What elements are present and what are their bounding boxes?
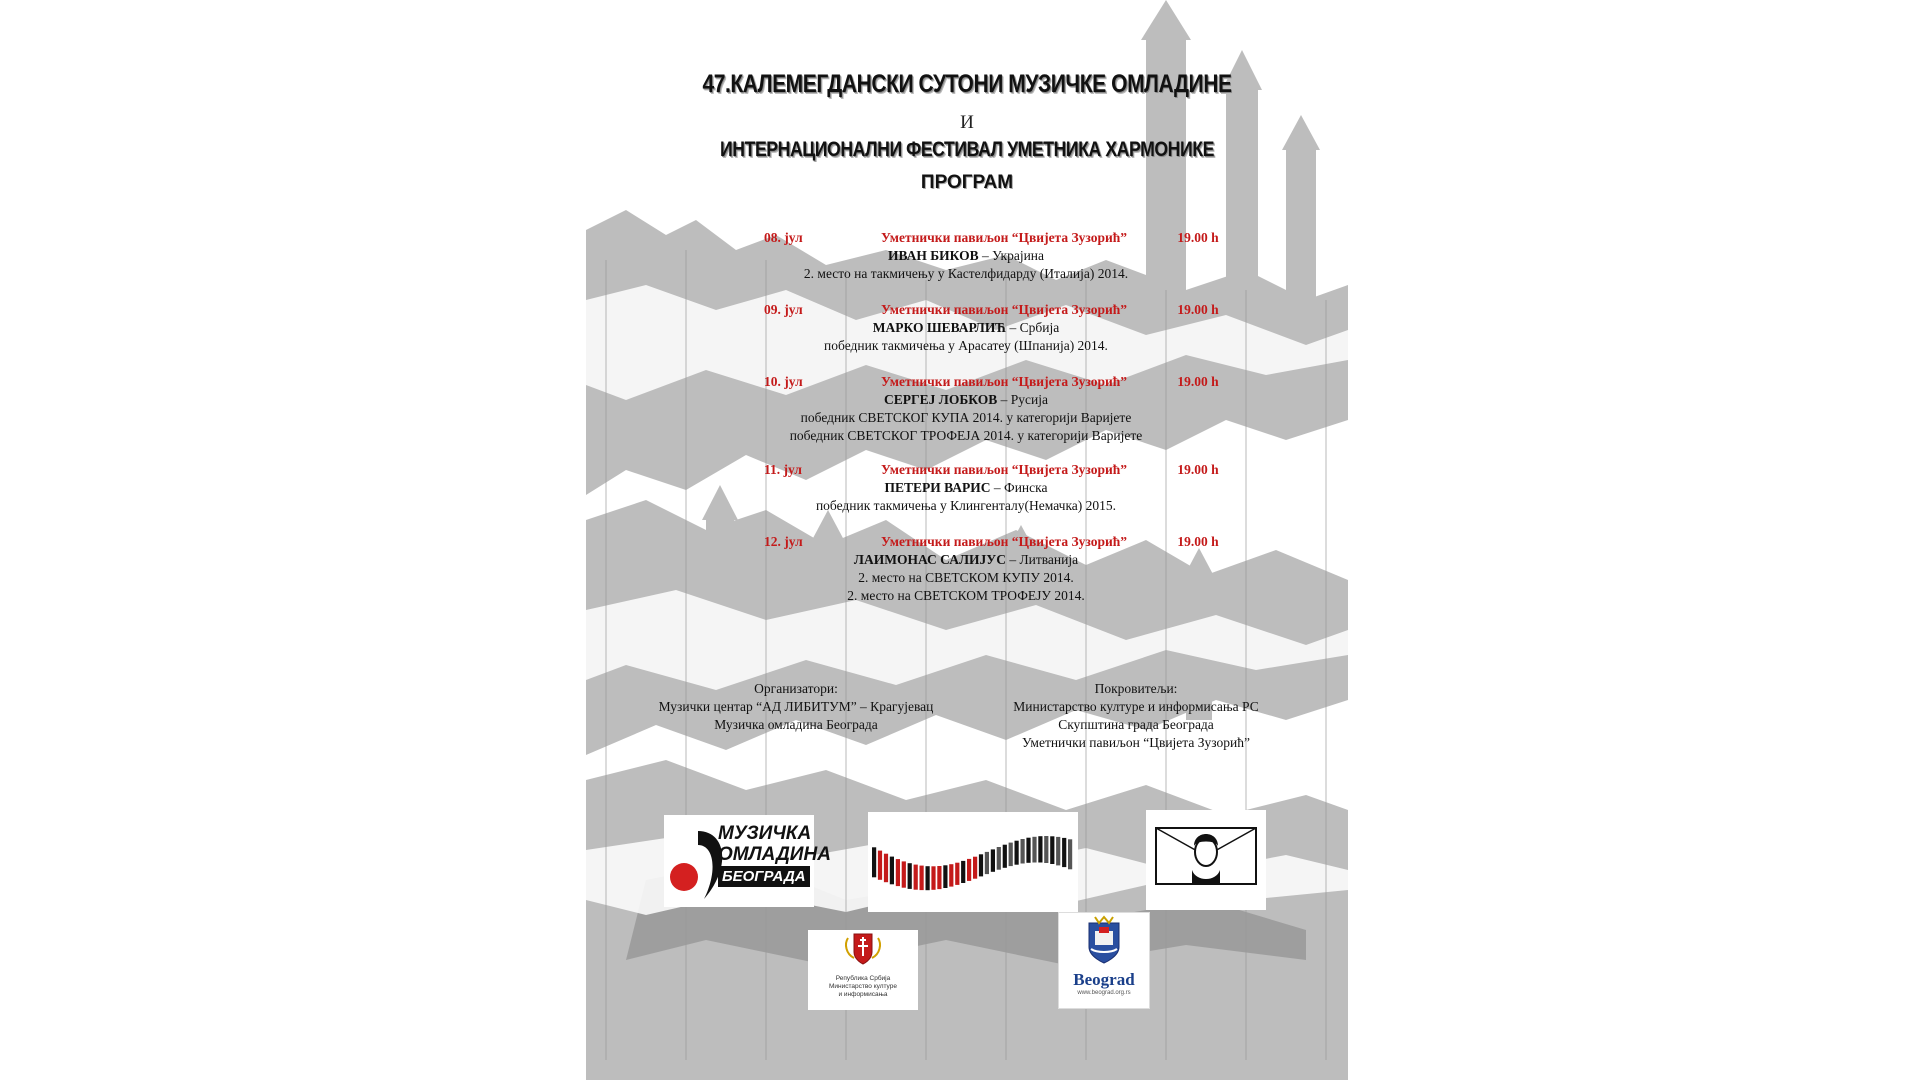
- mo-logo-line2: ОМЛАДИНА: [718, 844, 831, 865]
- event-note: победник СВЕТСКОГ ТРОФЕЈА 2014. у категорији Варијете: [789, 428, 1143, 443]
- event-performer-line: [676, 319, 1256, 336]
- event-venue: Уметнички павиљон “Цвијета Зузорић”: [881, 374, 1127, 389]
- accordion-festival-logo: [868, 812, 1078, 912]
- event-time: 19.00 h: [1177, 230, 1219, 245]
- ministry-line2: Министарство културе: [829, 983, 897, 990]
- organizer-item: Музичка омладина Београда: [714, 717, 878, 732]
- serbia-coat-of-arms-icon: [808, 930, 918, 970]
- event-venue: Уметнички павиљон “Цвијета Зузорић”: [881, 230, 1127, 245]
- ministry-line1: Република Србија: [835, 975, 891, 982]
- event-note: 2. место на СВЕТСКОМ КУПУ 2014.: [858, 570, 1074, 585]
- accordion-keys-icon: [868, 812, 1078, 912]
- event-time: 19.00 h: [1177, 534, 1219, 549]
- performer-name: МАРКО ШЕВАРЛИЋ: [872, 320, 1007, 335]
- mo-logo-line1: МУЗИЧКА: [718, 823, 812, 844]
- performer-country: – Србија: [1006, 320, 1060, 335]
- performer-name: ЛАИМОНАС САЛИЈУС: [853, 552, 1006, 567]
- performer-name: СЕРГЕЈ ЛОБКОВ: [884, 392, 998, 407]
- beograd-city-logo: [1058, 912, 1150, 1009]
- event-time: 19.00 h: [1177, 302, 1219, 317]
- beograd-coat-of-arms-icon: [1059, 913, 1149, 965]
- organizers-heading: Организатори:: [754, 681, 838, 696]
- organizer-item: Музички центар “АД ЛИБИТУМ” – Крагујевац: [658, 699, 934, 714]
- event-venue: Уметнички павиљон “Цвијета Зузорић”: [881, 462, 1127, 477]
- organizers-block: [646, 680, 946, 734]
- beograd-logo-url: www.beograd.org.rs: [1077, 990, 1131, 996]
- event-date: 09. јул: [764, 302, 803, 317]
- event-date: 12. јул: [764, 534, 803, 549]
- event-performer-line: [676, 479, 1256, 496]
- sponsor-item: Скупштина града Београда: [1058, 717, 1214, 732]
- event-time: 19.00 h: [1177, 462, 1219, 477]
- festival-poster: [586, 0, 1348, 1080]
- event-performer-line: [676, 247, 1256, 264]
- event-venue: Уметнички павиљон “Цвијета Зузорић”: [881, 534, 1127, 549]
- event-performer-line: [676, 551, 1256, 568]
- performer-name: ИВАН БИКОВ: [887, 248, 979, 263]
- event-note: 2. место на такмичењу у Кастелфидарду (Италија) 2014.: [803, 266, 1129, 281]
- performer-country: – Литванија: [1005, 552, 1079, 567]
- performer-name: ПЕТЕРИ ВАРИС: [884, 480, 991, 495]
- ministry-line3: и информисања: [838, 991, 888, 998]
- cvijeta-zuzoric-logo: [1146, 810, 1266, 910]
- festival-title-line1: 47.КАЛЕМЕГДАНСКИ СУТОНИ МУЗИЧКЕ ОМЛАДИНЕ: [702, 70, 1232, 98]
- program-heading: ПРОГРАМ: [920, 172, 1014, 193]
- event-date: 11. јул: [764, 462, 802, 477]
- pavilion-portrait-icon: [1146, 810, 1266, 910]
- event-note: победник СВЕТСКОГ КУПА 2014. у категорији Варијете: [800, 410, 1132, 425]
- beograd-logo-name: Beograd: [1073, 970, 1135, 989]
- event-note: победник такмичења у Арасатеу (Шпанија) 2014.: [824, 338, 1108, 353]
- ministry-culture-logo: [808, 930, 918, 1010]
- event-note: победник такмичења у Клингенталу(Немачка) 2015.: [815, 498, 1117, 513]
- performer-country: – Русија: [997, 392, 1048, 407]
- festival-title-line2: ИНТЕРНАЦИОНАЛНИ ФЕСТИВАЛ УМЕТНИКА ХАРМОНИКЕ: [720, 138, 1214, 161]
- sponsor-item: Уметнички павиљон “Цвијета Зузорић”: [1022, 735, 1250, 750]
- sponsors-heading: Покровитељи:: [1094, 681, 1178, 696]
- festival-title-and: И: [960, 112, 974, 133]
- event-note: 2. место на СВЕТСКОМ ТРОФЕЈУ 2014.: [847, 588, 1085, 603]
- muzicka-omladina-logo: [664, 815, 831, 907]
- performer-country: – Украјина: [978, 248, 1045, 263]
- mo-logo-line3: БЕОГРАДА: [718, 866, 810, 887]
- performer-country: – Финска: [990, 480, 1048, 495]
- event-date: 08. јул: [764, 230, 803, 245]
- event-date: 10. јул: [764, 374, 803, 389]
- sponsors-block: [976, 680, 1296, 752]
- sponsor-item: Министарство културе и информисања РС: [1013, 699, 1259, 714]
- event-time: 19.00 h: [1177, 374, 1219, 389]
- event-venue: Уметнички павиљон “Цвијета Зузорић”: [881, 302, 1127, 317]
- event-performer-line: [676, 391, 1256, 408]
